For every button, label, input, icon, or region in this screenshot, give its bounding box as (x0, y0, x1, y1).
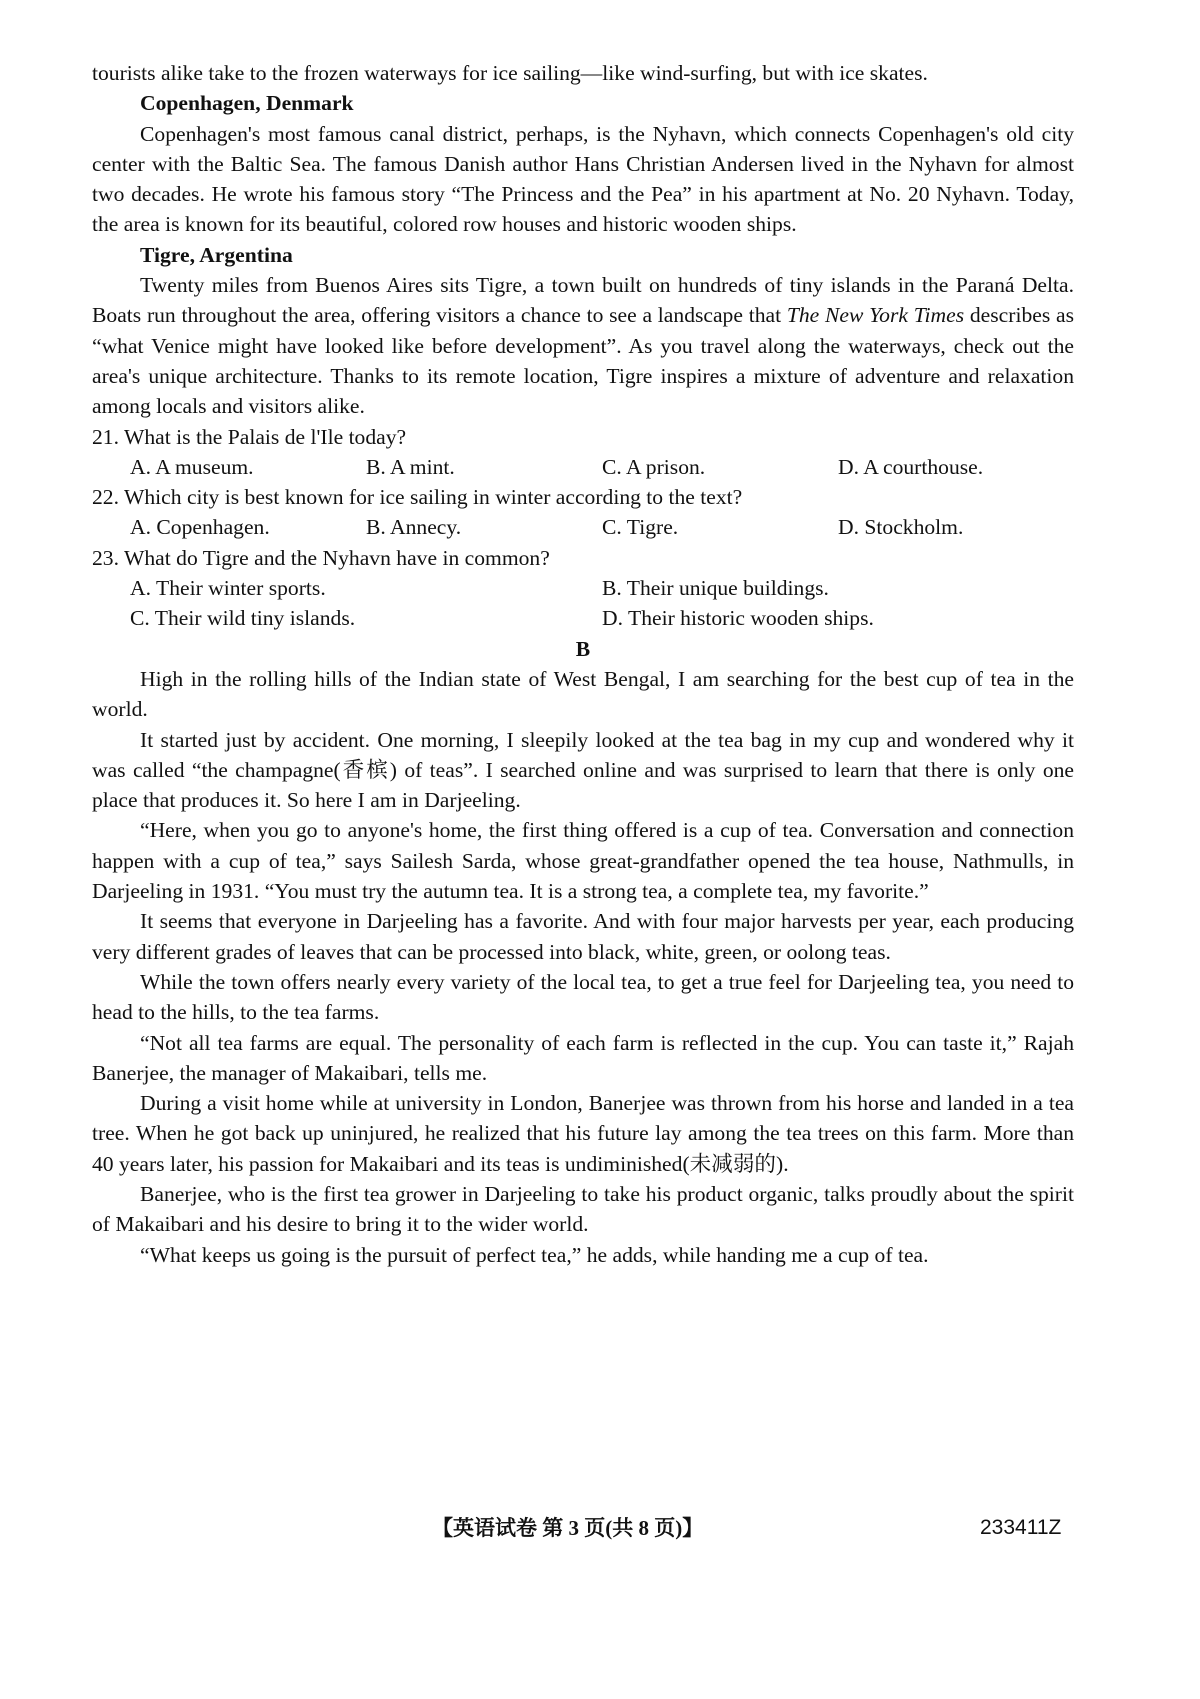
passage-b-paragraph: It started just by accident. One morning, I sleepily looked at the tea bag in my cup and wondered why it was called “the champagne(香槟) of teas”. I searched online and was surprised to learn that there is only one place that produces it. So here I am in Darjeeling. (92, 727, 1074, 813)
question-23-options-row1 (92, 573, 1074, 603)
question-21-option-d: D. A courthouse. (838, 454, 984, 479)
question-21-stem: 21. What is the Palais de l'Ile today? (92, 424, 407, 449)
question-23-option-a: A. Their winter sports. (130, 576, 326, 601)
question-21-option-b: B. A mint. (366, 454, 455, 479)
question-22-option-b: B. Annecy. (366, 515, 462, 540)
exam-page (92, 58, 1074, 1270)
question-21-option-c: C. A prison. (602, 454, 706, 479)
section-b-heading: B (575, 636, 591, 661)
question-23-option-c: C. Their wild tiny islands. (130, 606, 356, 631)
page-footer (0, 1512, 1200, 1544)
footer-exam-code: 233411Z (980, 1516, 1062, 1539)
question-23-option-d: D. Their historic wooden ships. (602, 606, 874, 631)
tigre-text-part1: Twenty miles from Buenos Aires sits Tigre, a town built on hundreds of tiny islands in the Paraná Delta. Boats run throughout the area, offering visitors a chance to see a landscape that (92, 273, 1074, 328)
question-22-stem: 22. Which city is best known for ice sailing in winter according to the text? (92, 485, 743, 510)
tigre-text-italic: The New York Times (786, 303, 965, 328)
copenhagen-heading: Copenhagen, Denmark (140, 91, 354, 116)
passage-b-paragraph: Banerjee, who is the first tea grower in Darjeeling to take his product organic, talks proudly about the spirit of Makaibari and his desire to bring it to the wider world. (92, 1181, 1074, 1237)
passage-b-paragraph: High in the rolling hills of the Indian state of West Bengal, I am searching for the best cup of tea in the world. (92, 666, 1074, 722)
question-23-option-b: B. Their unique buildings. (602, 576, 829, 601)
passage-b-paragraph: While the town offers nearly every variety of the local tea, to get a true feel for Darjeeling tea, you need to head to the hills, to the tea farms. (92, 969, 1074, 1025)
question-22-options (92, 512, 1074, 542)
question-21-option-a: A. A museum. (130, 454, 254, 479)
question-22-option-a: A. Copenhagen. (130, 515, 270, 540)
passage-b-paragraph: “Here, when you go to anyone's home, the first thing offered is a cup of tea. Conversation and connection happen with a cup of tea,” says Sailesh Sarda, whose great-grandfather opened the tea house, Nathmulls, in Darjeeling in 1931. “You must try the autumn tea. It is a strong tea, a complete tea, my favorite.” (92, 818, 1074, 904)
question-22-option-d: D. Stockholm. (838, 515, 964, 540)
tigre-heading: Tigre, Argentina (140, 242, 293, 267)
passage-a-continuation: tourists alike take to the frozen waterways for ice sailing—like wind-surfing, but with ice skates. (92, 61, 928, 85)
passage-b-paragraph: “What keeps us going is the pursuit of perfect tea,” he adds, while handing me a cup of tea. (140, 1242, 929, 1267)
question-23-options-row2 (92, 603, 1074, 633)
tigre-paragraph (92, 270, 1074, 421)
question-23-stem: 23. What do Tigre and the Nyhavn have in common? (92, 545, 550, 570)
tigre-text-part2: describes as “what Venice might have looked like before development”. As you travel along the waterways, check out the area's unique architecture. Thanks to its remote location, Tigre inspires a mixture of adventure and relaxation among locals and visitors alike. (92, 303, 1074, 419)
copenhagen-paragraph: Copenhagen's most famous canal district, perhaps, is the Nyhavn, which connects Copenhagen's old city center with the Baltic Sea. The famous Danish author Hans Christian Andersen lived in the Nyhavn for almost two decades. He wrote his famous story “The Princess and the Pea” in his apartment at No. 20 Nyhavn. Today, the area is known for its beautiful, colored row houses and historic wooden ships. (92, 121, 1074, 237)
passage-b-paragraph: During a visit home while at university in London, Banerjee was thrown from his horse and landed in a tea tree. When he got back up uninjured, he realized that his future lay among the tea trees on this farm. More than 40 years later, his passion for Makaibari and its teas is undiminished(未减弱的). (92, 1091, 1074, 1176)
footer-page-label: 【英语试卷 第 3 页(共 8 页)】 (432, 1516, 704, 1540)
question-21-options (92, 452, 1074, 482)
passage-b-paragraph: “Not all tea farms are equal. The personality of each farm is reflected in the cup. You can taste it,” Rajah Banerjee, the manager of Makaibari, tells me. (92, 1030, 1074, 1085)
question-22-option-c: C. Tigre. (602, 515, 679, 540)
passage-b-paragraph: It seems that everyone in Darjeeling has a favorite. And with four major harvests per year, each producing very different grades of leaves that can be processed into black, white, green, or oolong teas. (92, 909, 1074, 964)
